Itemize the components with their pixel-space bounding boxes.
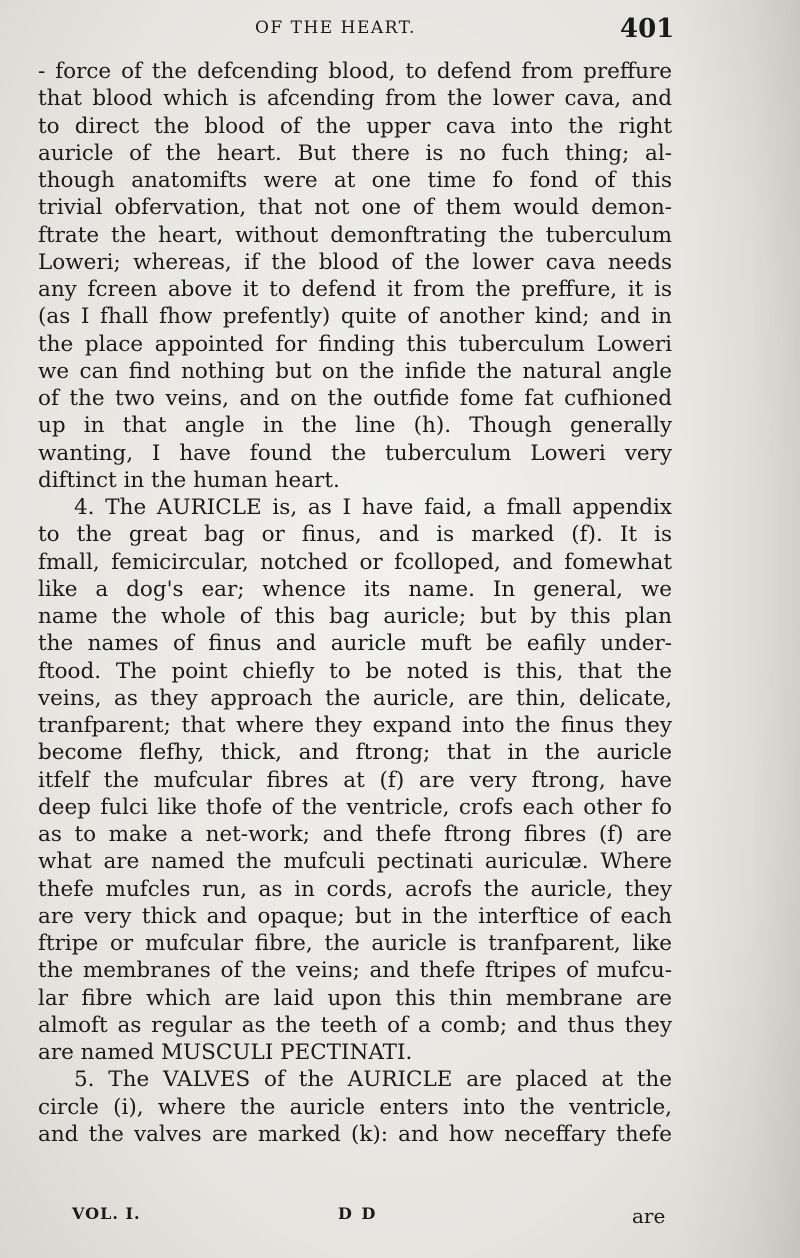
- page-shading: [680, 0, 800, 1258]
- text-line: we can find nothing but on the infide the natural angle: [38, 358, 672, 384]
- text-line: - force of the defcending blood, to defend from preffure: [38, 59, 672, 84]
- text-line: to the great bag or finus, and is marked (f). It is: [38, 522, 672, 548]
- text-line: trivial obfervation, that not one of them would demon-: [38, 195, 672, 221]
- text-line: are very thick and opaque; but in the interftice of each: [38, 903, 672, 929]
- text-line: that blood which is afcending from the lower cava, and: [38, 86, 672, 112]
- text-line: thefe mufcles run, as in cords, acrofs the auricle, they: [38, 876, 672, 902]
- text-line: deep fulci like thofe of the ventricle, crofs each other fo: [38, 794, 672, 820]
- text-line: ftrate the heart, without demonftrating the tuberculum: [38, 222, 672, 248]
- body-text: [38, 58, 672, 1148]
- text-line: like a dog's ear; whence its name. In general, we: [38, 576, 672, 602]
- text-line: tranfparent; that where they expand into the finus they: [38, 713, 672, 738]
- text-line: veins, as they approach the auricle, are thin, delicate,: [38, 685, 672, 711]
- text-line: and the valves are marked (k): and how neceffary thefe: [38, 1121, 672, 1147]
- text-line: fmall, femicircular, notched or fcolloped, and fomewhat: [38, 549, 672, 575]
- text-line: any fcreen above it to defend it from the preffure, it is: [38, 277, 672, 302]
- text-line: the membranes of the veins; and thefe ftripes of mufcu-: [38, 958, 672, 984]
- text-line: name the whole of this bag auricle; but by this plan: [38, 604, 672, 629]
- paragraph-start: 4. The AURICLE is, as I have faid, a fmall appendix: [74, 495, 672, 520]
- text-line: of the two veins, and on the outfide fome fat cufhioned: [38, 386, 672, 411]
- text-line: ftood. The point chiefly to be noted is this, that the: [38, 658, 672, 684]
- page-header: [0, 14, 800, 48]
- text-line: auricle of the heart. But there is no fuch thing; al-: [38, 140, 672, 166]
- text-line: itfelf the mufcular fibres at (f) are very ftrong, have: [38, 767, 672, 793]
- text-line: what are named the mufculi pectinati auriculæ. Where: [38, 849, 672, 875]
- volume-marker: VOL. I.: [72, 1204, 141, 1223]
- signature-mark: D D: [338, 1204, 378, 1223]
- text-line: the names of finus and auricle muft be eafily under-: [38, 631, 672, 657]
- text-line: though anatomifts were at one time fo fond of this: [38, 168, 672, 193]
- catchword: are: [632, 1204, 666, 1228]
- text-line: Loweri; whereas, if the blood of the lower cava needs: [38, 249, 672, 275]
- text-line: diftinct in the human heart.: [38, 467, 340, 493]
- paragraph-start: 5. The VALVES of the AURICLE are placed at the: [74, 1067, 672, 1093]
- text-line: the place appointed for finding this tuberculum Loweri: [38, 331, 672, 357]
- text-line: lar fibre which are laid upon this thin membrane are: [38, 985, 672, 1011]
- text-line: to direct the blood of the upper cava into the right: [38, 113, 672, 139]
- text-line: (as I fhall fhow prefently) quite of another kind; and in: [38, 304, 672, 330]
- running-head: OF THE HEART.: [255, 18, 416, 38]
- page-number: 401: [620, 14, 675, 44]
- text-line: almoft as regular as the teeth of a comb; and thus they: [38, 1012, 672, 1038]
- text-line: are named MUSCULI PECTINATI.: [38, 1040, 413, 1065]
- text-line: wanting, I have found the tuberculum Loweri very: [38, 440, 672, 466]
- text-line: circle (i), where the auricle enters into the ventricle,: [38, 1094, 672, 1120]
- text-line: ftripe or mufcular fibre, the auricle is tranfparent, like: [38, 931, 672, 956]
- text-line: become flefhy, thick, and ftrong; that in the auricle: [38, 740, 672, 766]
- page-footer: [0, 1204, 800, 1234]
- text-line: as to make a net-work; and thefe ftrong fibres (f) are: [38, 822, 672, 847]
- text-line: up in that angle in the line (h). Though generally: [38, 413, 672, 439]
